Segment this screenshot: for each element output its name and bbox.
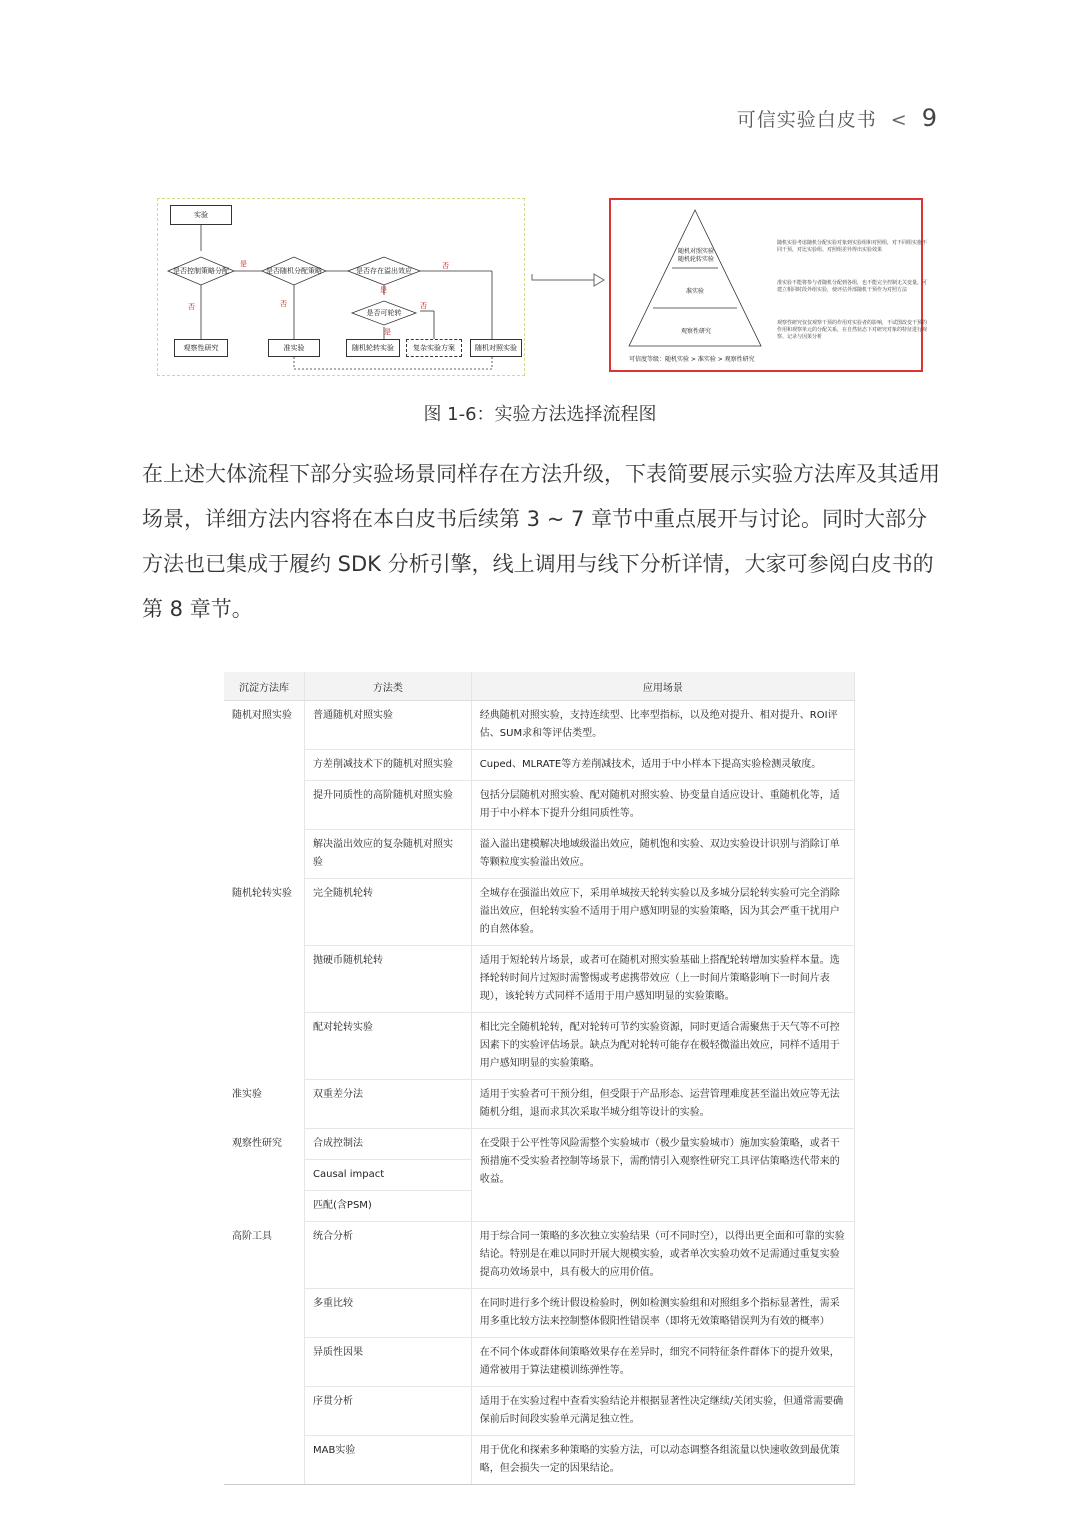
table-cell-category: 准实验 [224,1080,305,1129]
pyramid-desc-quasi: 准实验不能将参与者随机分配到各组，也不能完全控制无关变量，可建立相同时段外组实验，使评估外部随机干预作为对照方法 [777,280,928,293]
table-cell-category: 随机轮转实验 [224,879,305,1080]
table-cell-scene: 经典随机对照实验，支持连续型、比率型指标，以及绝对提升、相对提升、ROI评估、SUM求和等评估类型。 [471,701,854,750]
table-cell-method: Causal impact [305,1160,472,1191]
table-row [224,1289,855,1338]
table-cell-scene: Cuped、MLRATE等方差削减技术，适用于中小样本下提高实验检测灵敏度。 [471,750,854,781]
table-cell-method: 解决溢出效应的复杂随机对照实验 [305,830,472,879]
table-cell-method: 普通随机对照实验 [305,701,472,750]
table-cell-method: 序贯分析 [305,1387,472,1436]
table-cell-scene: 溢入溢出建模解决地域级溢出效应，随机饱和实验、双边实验设计识别与消除订单等颗粒度实验溢出效应。 [471,830,854,879]
table-cell-scene: 用于优化和探索多种策略的实验方法，可以动态调整各组流量以快速收敛到最优策略，但会损失一定的因果结论。 [471,1436,854,1485]
table-header: 应用场景 [471,672,854,701]
table-header: 沉淀方法库 [224,672,305,701]
table-row [224,830,855,879]
pyramid-top: 随机对照实验 随机轮转实验 [677,248,714,263]
table-cell-method: 方差削减技术下的随机对照实验 [305,750,472,781]
flow-start: 实验 [170,205,232,225]
table-row [224,1013,855,1080]
flow-q3: 是否存在溢出效应 [356,267,412,275]
page-number: 9 [921,104,938,132]
table-cell-method: MAB实验 [305,1436,472,1485]
table-cell-scene: 适用于在实验过程中查看实验结论并根据显著性决定继续/关闭实验，但通常需要确保前后时间段实验单元满足独立性。 [471,1387,854,1436]
pyramid-desc-observational: 观察性研究仅仅观察干预的作用对实验者的影响，不试图改变干预的作用和观察单元的分配关系，在自然状态下对研究对象的特征进行观察、记录与因果分析 [777,320,928,340]
table-row [224,1080,855,1129]
flow-yes-1: 是 [240,260,247,268]
table-row [224,1338,855,1387]
table-cell-method: 抛硬币随机轮转 [305,946,472,1013]
table-header-row [224,672,855,701]
body-paragraph: 在上述大体流程下部分实验场景同样存在方法升级，下表简要展示实验方法库及其适用场景，详细方法内容将在本白皮书后续第 3 ~ 7 章节中重点展开与讨论。同时大部分方法也已集成于履约 SDK 分析引擎，线上调用与线下分析详情，大家可参阅白皮书的第 8 章节。 [142,462,940,621]
method-flowchart [157,198,525,376]
flow-out-complex: 复杂实验方案 [406,339,462,357]
table-cell-scene: 相比完全随机轮转，配对轮转可节约实验资源，同时更适合需聚焦于天气等不可控因素下的实验评估场景。缺点为配对轮转可能存在极轻微溢出效应，同样不适用于用户感知明显的实验策略。 [471,1013,854,1080]
table-cell-scene: 在受限于公平性等风险需整个实验城市（极少量实验城市）施加实验策略，或者干预措施不受实验者控制等场景下，需酌情引入观察性研究工具评估策略迭代带来的收益。 [471,1129,854,1222]
table-cell-category: 观察性研究 [224,1129,305,1222]
table-row [224,1387,855,1436]
flow-yes-2: 是 [380,286,387,294]
table-cell-scene: 全城存在强溢出效应下，采用单城按天轮转实验以及多城分层轮转实验可完全消除溢出效应，但轮转实验不适用于用户感知明显的实验策略，因为其会严重干扰用户的自然体验。 [471,879,854,946]
table-row [224,1129,855,1160]
flow-q1: 是否控制策略分配 [173,267,229,275]
table-cell-method: 异质性因果 [305,1338,472,1387]
table-cell-scene: 适用于短轮转片场景，或者可在随机对照实验基础上搭配轮转增加实验样本量。选择轮转时间片过短时需警惕或考虑携带效应（上一时间片策略影响下一时间片表现），该轮转方式同样不适用于用户感知明显的实验策略。 [471,946,854,1013]
table-cell-method: 双重差分法 [305,1080,472,1129]
table-cell-method: 提升同质性的高阶随机对照实验 [305,781,472,830]
table-cell-scene: 在同时进行多个统计假设检验时，例如检测实验组和对照组多个指标显著性，需采用多重比较方法来控制整体假阳性错误率（即将无效策略错误判为有效的概率） [471,1289,854,1338]
table-cell-scene: 适用于实验者可干预分组，但受限于产品形态、运营管理难度甚至溢出效应等无法随机分组，退而求其次采取半城分组等设计的实验。 [471,1080,854,1129]
figure-caption: 图 1-6：实验方法选择流程图 [423,404,657,425]
flow-q4: 是否可轮转 [366,309,402,317]
table-cell-method: 多重比较 [305,1289,472,1338]
table-cell-method: 配对轮转实验 [305,1013,472,1080]
table-cell-method: 匹配(含PSM) [305,1191,472,1222]
table-cell-method: 统合分析 [305,1222,472,1289]
arrow-icon [530,270,606,290]
table-row [224,750,855,781]
table-row [224,701,855,750]
table-cell-scene: 用于综合同一策略的多次独立实验结果（可不同时空），以得出更全面和可靠的实验结论。特别是在难以同时开展大规模实验，或者单次实验功效不足需通过重复实验提高功效场景中，具有极大的应用价值。 [471,1222,854,1289]
header-separator: < [890,109,908,131]
pyramid-mid: 准实验 [685,288,704,295]
flow-no-4: 否 [420,302,427,310]
table-row [224,946,855,1013]
table-cell-method: 完全随机轮转 [305,879,472,946]
pyramid-bottom: 观察性研究 [680,328,711,335]
flow-yes-3: 是 [384,328,391,336]
table-cell-method: 合成控制法 [305,1129,472,1160]
header-title: 可信实验白皮书 [736,109,877,131]
page-header [737,104,938,132]
flow-no-2: 否 [280,300,287,308]
table-row [224,781,855,830]
flow-out-rct: 随机对照实验 [470,339,522,357]
table-row [224,1436,855,1485]
table-cell-scene: 在不同个体或群体间策略效果存在差异时，细究不同特征条件群体下的提升效果，通常被用于算法建模训练弹性等。 [471,1338,854,1387]
pyramid-desc-rct: 随机实验考虑随机分配实验对象到实验组和对照组，对不同组实施不同干预，对比实验组、对照组差异得出实验效果 [777,240,928,253]
pyramid-footer: 可信度等级：随机实验 > 准实验 > 观察性研究 [629,356,755,363]
flow-no-3: 否 [442,262,449,270]
table-header: 方法类 [305,672,472,701]
table-cell-scene: 包括分层随机对照实验、配对随机对照实验、协变量自适应设计、重随机化等，适用于中小样本下提升分组同质性等。 [471,781,854,830]
table-row [224,879,855,946]
flow-no-1: 否 [188,303,195,311]
table-cell-category: 高阶工具 [224,1222,305,1485]
flow-out-rotation: 随机轮转实验 [346,339,400,357]
flow-out-quasi: 准实验 [268,339,320,357]
evidence-pyramid [609,198,928,372]
table-cell-category: 随机对照实验 [224,701,305,879]
flow-out-observational: 观察性研究 [174,339,228,357]
table-row [224,1222,855,1289]
method-table [224,672,855,1485]
flow-q2: 是否随机分配策略 [266,267,322,275]
